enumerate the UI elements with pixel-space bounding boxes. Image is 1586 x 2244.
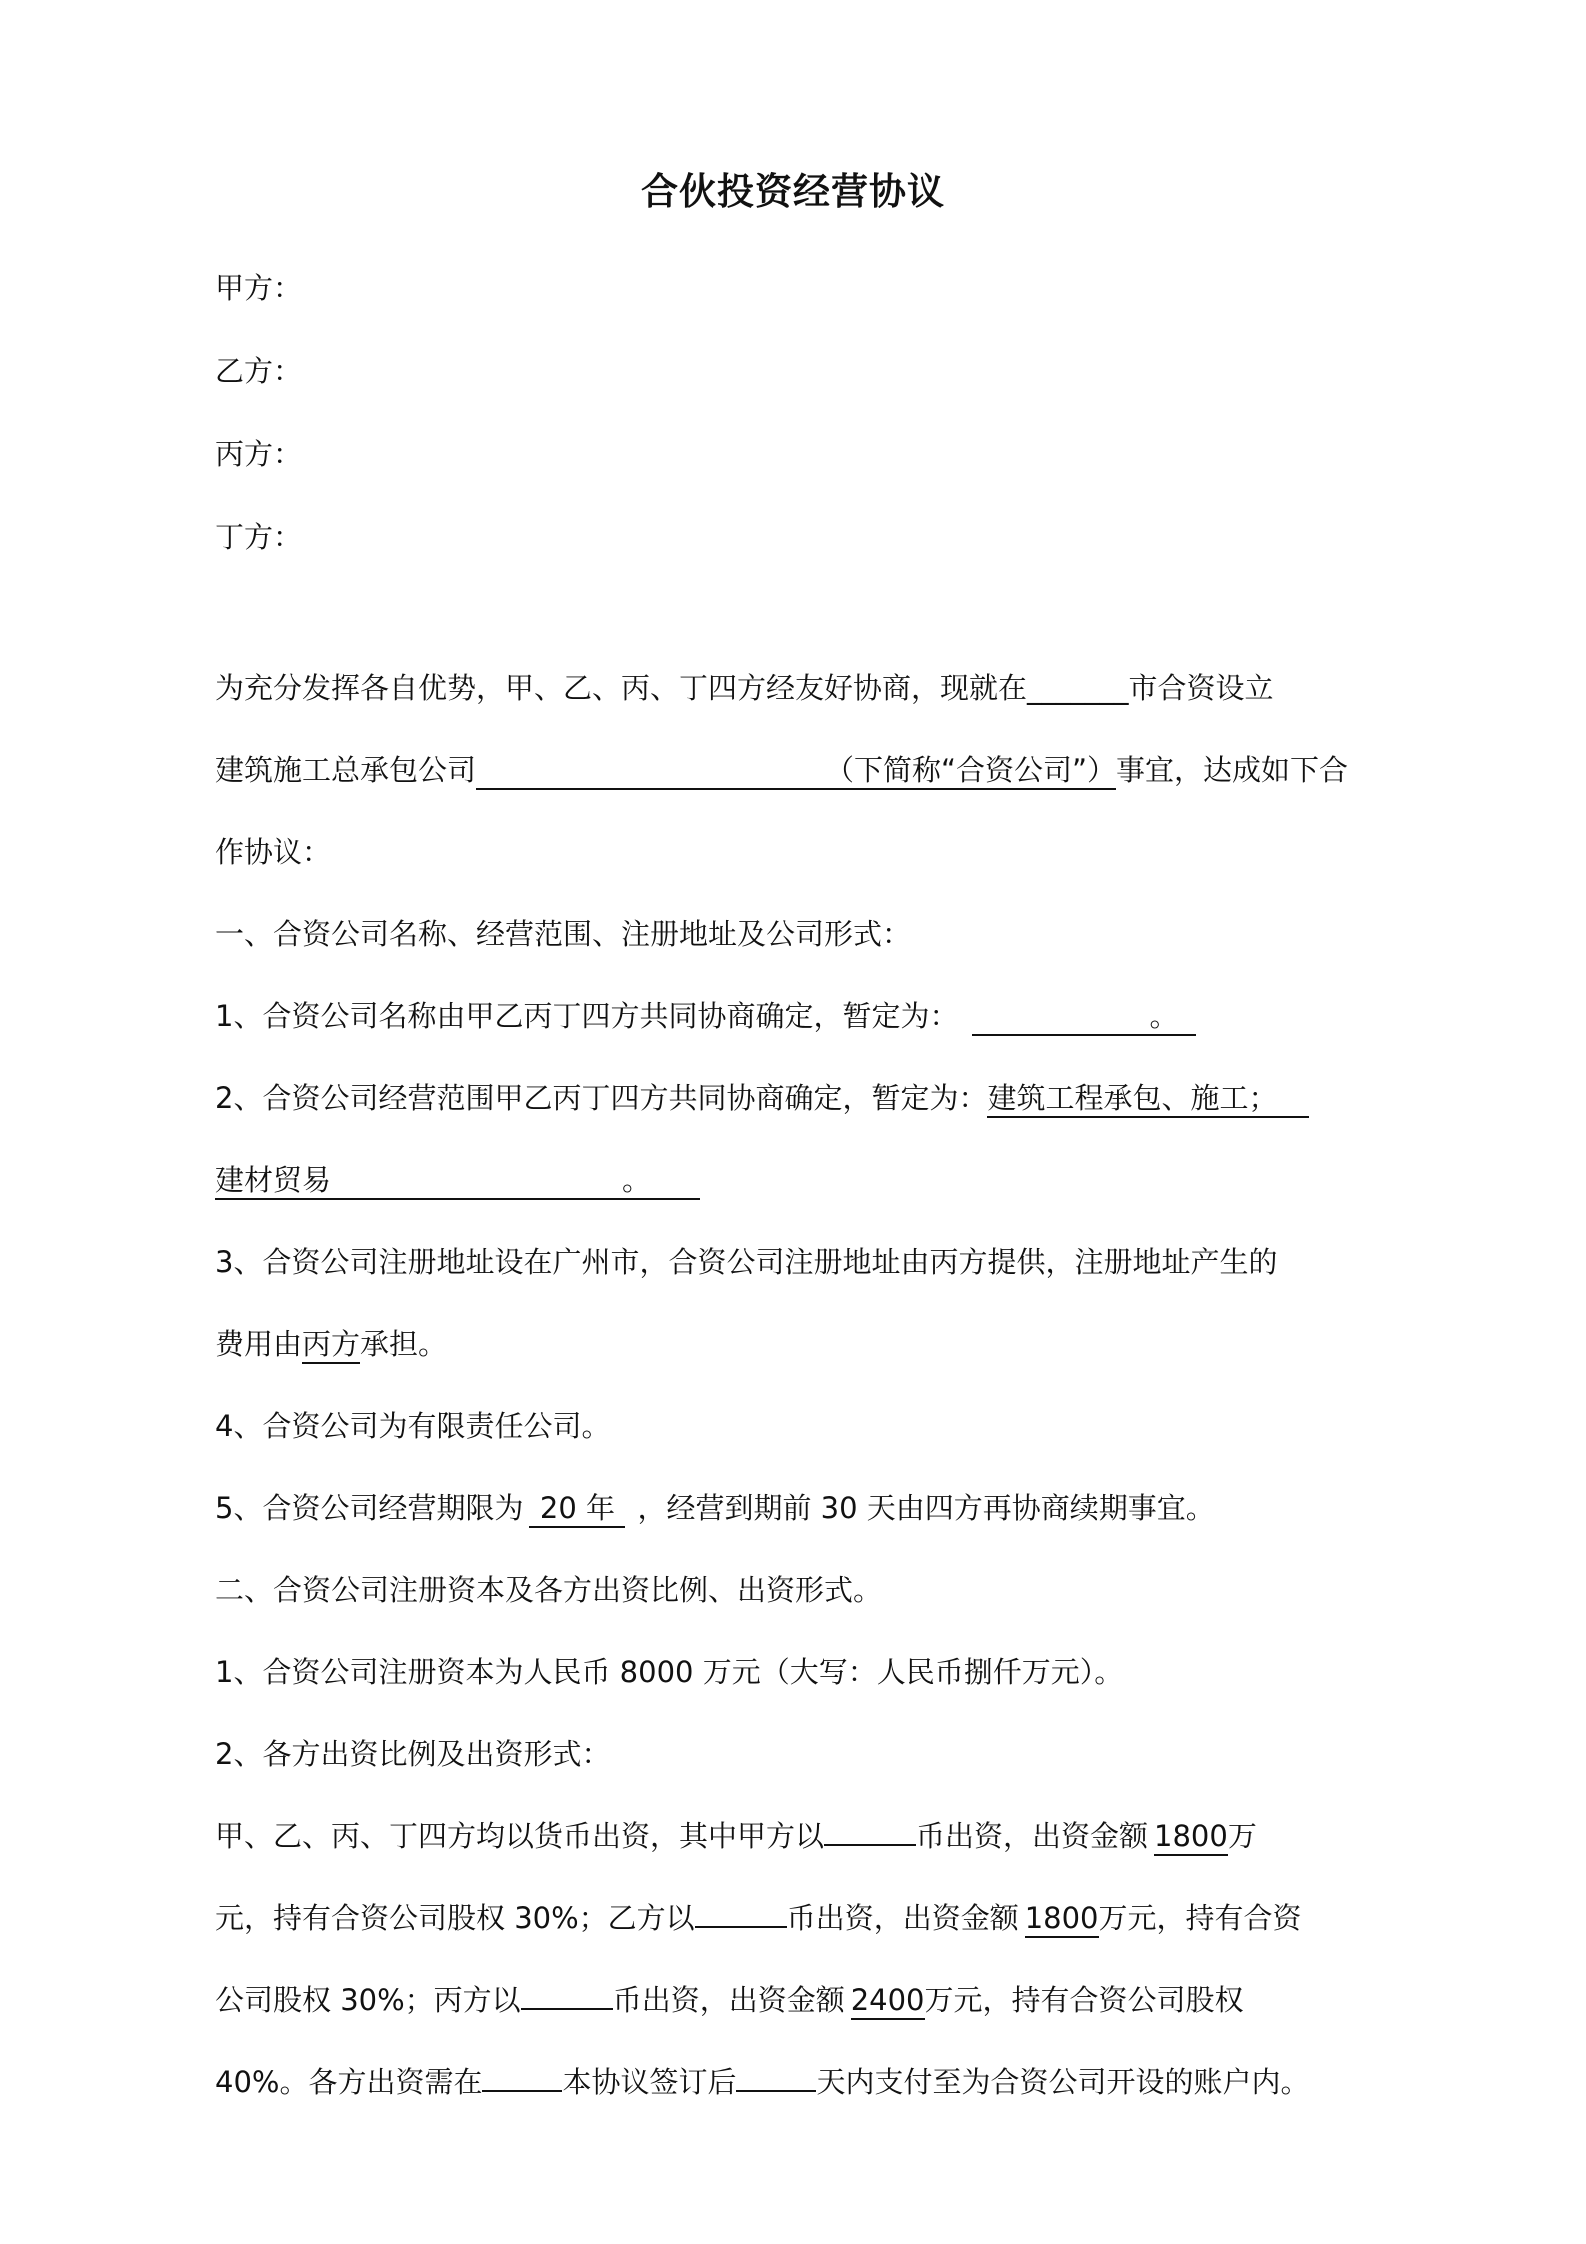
preamble-line-3: 作协议： (215, 835, 332, 869)
item-text: 1、合资公司名称由甲乙丙丁四方共同协商确定，暂定为： (215, 999, 959, 1033)
section-1-item-2-cont (215, 1160, 1415, 1200)
item-text: 费用由 (215, 1327, 303, 1361)
preamble-text: 建筑施工总承包公司 (215, 753, 477, 787)
item-text: 承担。 (360, 1327, 448, 1361)
section-1-item-3-cont (215, 1324, 1415, 1364)
item-text: 本协议签订后 (562, 2065, 737, 2099)
item-text: 5、合资公司经营期限为 (215, 1491, 524, 1525)
item-text: 万 (1227, 1819, 1257, 1853)
item-text: 币出资，出资金额 (786, 1901, 1019, 1935)
section-1-item-3: 3、合资公司注册地址设在广州市，合资公司注册地址由丙方提供，注册地址产生的 (215, 1245, 1278, 1279)
item-text: 币出资，出资金额 (612, 1983, 845, 2017)
item-text: 2、合资公司经营范围甲乙丙丁四方共同协商确定，暂定为： (215, 1081, 988, 1115)
document-title: 合伙投资经营协议 (641, 170, 945, 213)
business-scope-fill-cont (215, 1162, 700, 1200)
item-text: 万元，持有合资公司股权 (924, 1983, 1244, 2017)
address-fee-party: 丙方 (302, 1326, 360, 1364)
contribution-line-4 (215, 2062, 1415, 2102)
item-text: 甲、乙、丙、丁四方均以货币出资，其中甲方以 (215, 1819, 825, 1853)
item-text: 币出资，出资金额 (916, 1819, 1149, 1853)
currency-blank-c (521, 2008, 613, 2010)
amount-a: 1800 (1154, 1818, 1228, 1856)
party-b-label: 乙方： (215, 354, 303, 388)
contribution-line-3 (215, 1980, 1415, 2020)
item-text: ，经营到期前 30 天由四方再协商续期事宜。 (637, 1491, 1215, 1525)
scope-end: 。 (622, 1163, 652, 1197)
preamble-line-1 (215, 668, 1415, 708)
section-2-heading: 二、合资公司注册资本及各方出资比例、出资形式。 (215, 1573, 883, 1607)
deadline-blank-2 (736, 2090, 816, 2092)
item-text: 天内支付至为合资公司开设的账户内。 (816, 2065, 1310, 2099)
company-name-blank: （下简称“合资公司”） (476, 752, 1116, 790)
preamble-line-2 (215, 750, 1415, 790)
company-name-fill: 。 (972, 998, 1196, 1036)
preamble-text: 为充分发挥各自优势，甲、乙、丙、丁四方经友好协商，现就在 (215, 671, 1028, 705)
term-fill: 20 年 (529, 1490, 625, 1528)
scope-text: 建材贸易 (215, 1163, 332, 1197)
section-1-item-2 (215, 1078, 1415, 1118)
item-text: 40%。各方出资需在 (215, 2065, 483, 2099)
city-blank: _______ (1027, 671, 1129, 705)
section-1-item-1 (215, 996, 1415, 1036)
section-1-item-4: 4、合资公司为有限责任公司。 (215, 1409, 611, 1443)
amount-c: 2400 (851, 1982, 925, 2020)
business-scope-fill: 建筑工程承包、施工； (987, 1080, 1309, 1118)
section-1-item-5 (215, 1488, 1415, 1528)
item-text: 元，持有合资公司股权 30%；乙方以 (215, 1901, 695, 1935)
currency-blank-b (695, 1926, 787, 1928)
item-text: 公司股权 30%；丙方以 (215, 1983, 521, 2017)
contribution-line-2 (215, 1898, 1415, 1938)
section-2-item-1: 1、合资公司注册资本为人民币 8000 万元（大写：人民币捌仟万元）。 (215, 1655, 1124, 1689)
party-a-label: 甲方： (215, 271, 303, 305)
amount-b: 1800 (1025, 1900, 1099, 1938)
currency-blank-a (824, 1844, 916, 1846)
party-d-label: 丁方： (215, 520, 303, 554)
party-c-label: 丙方： (215, 437, 303, 471)
item-text: 万元，持有合资 (1098, 1901, 1302, 1935)
preamble-text: 事宜，达成如下合 (1116, 753, 1349, 787)
section-2-item-2: 2、各方出资比例及出资形式： (215, 1737, 611, 1771)
deadline-blank-1 (482, 2090, 562, 2092)
section-1-heading: 一、合资公司名称、经营范围、注册地址及公司形式： (215, 917, 912, 951)
contribution-line-1 (215, 1816, 1415, 1856)
preamble-text: 市合资设立 (1128, 671, 1274, 705)
